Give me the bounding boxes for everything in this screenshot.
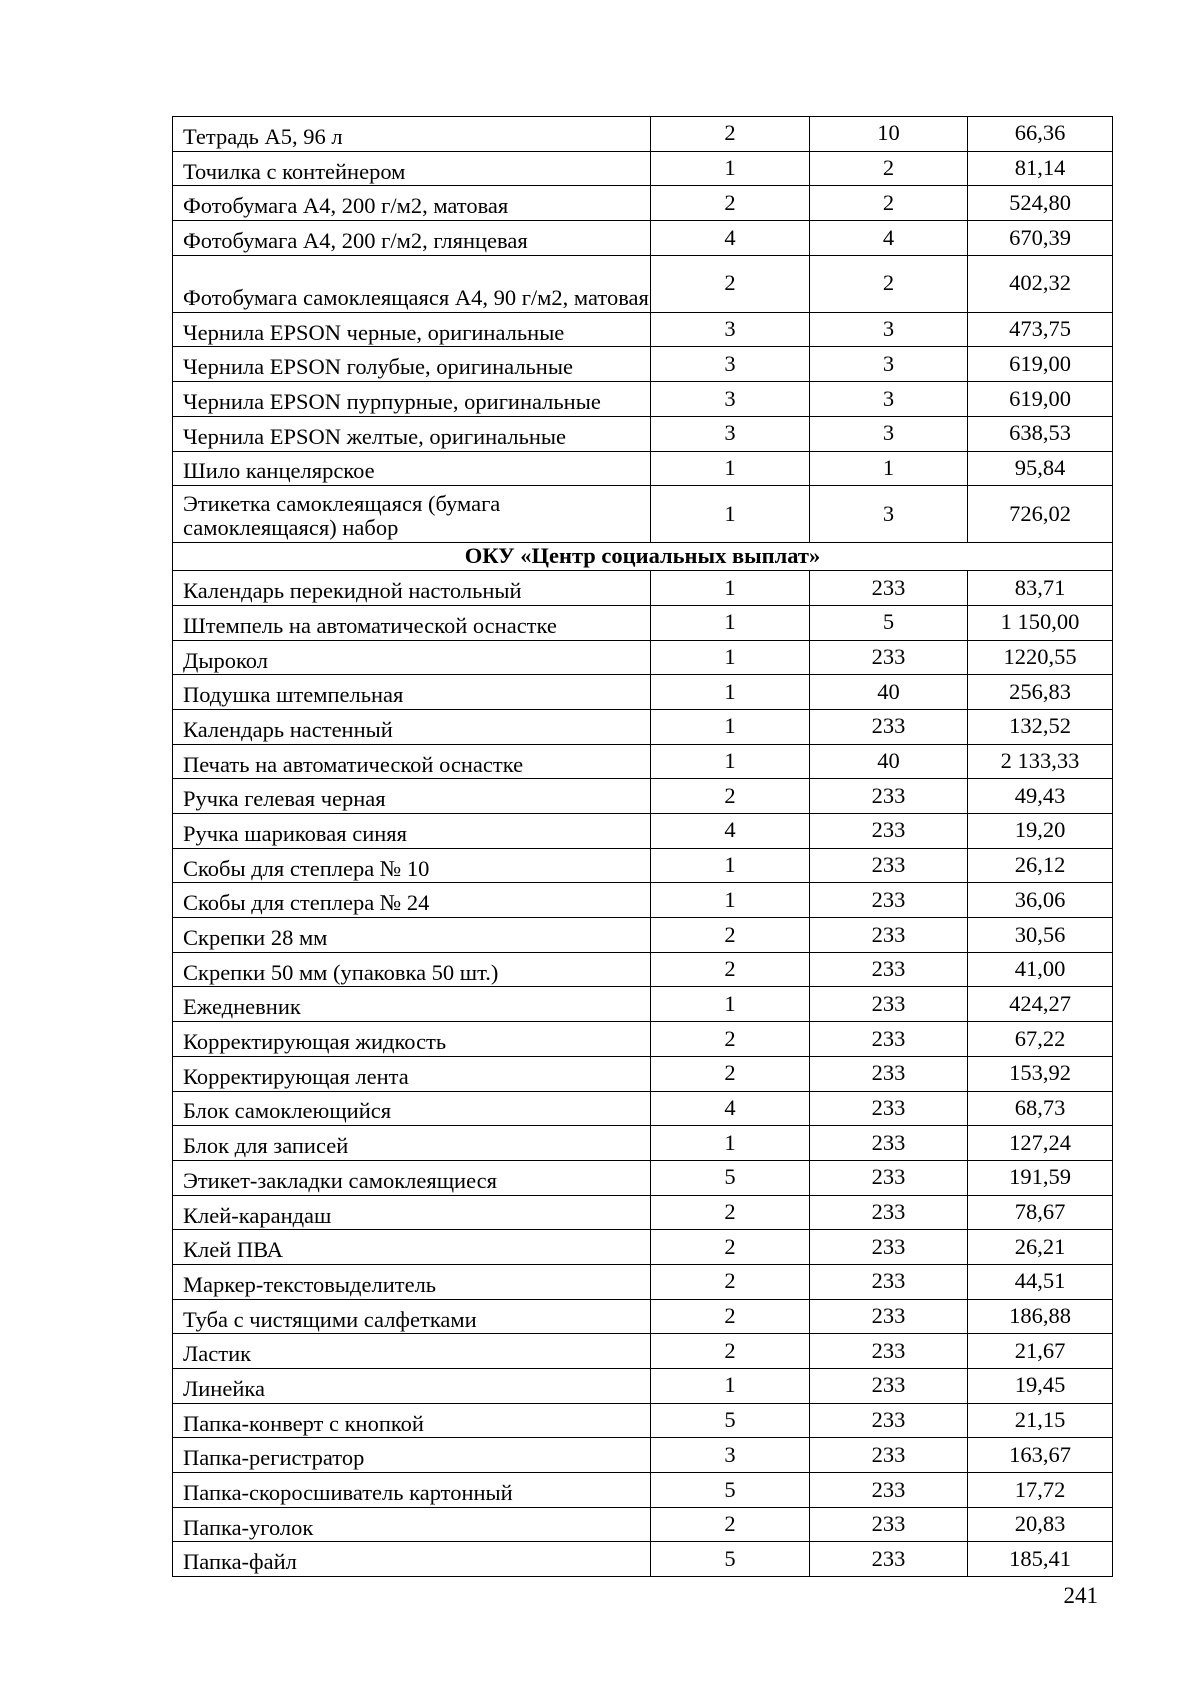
supplies-table <box>172 116 1113 1577</box>
table-row <box>173 1091 1113 1126</box>
item-name-cell: Календарь настенный <box>173 709 651 744</box>
quantity-cell: 2 <box>651 1507 810 1542</box>
item-name-cell: Маркер-текстовыделитель <box>173 1264 651 1299</box>
price-cell: 44,51 <box>968 1264 1113 1299</box>
count-cell: 3 <box>810 416 968 451</box>
quantity-cell: 5 <box>651 1473 810 1508</box>
count-cell: 233 <box>810 640 968 675</box>
item-name-cell: Корректирующая лента <box>173 1056 651 1091</box>
table-row <box>173 1507 1113 1542</box>
count-cell: 233 <box>810 1438 968 1473</box>
quantity-cell: 3 <box>651 347 810 382</box>
quantity-cell: 1 <box>651 848 810 883</box>
quantity-cell: 2 <box>651 1230 810 1265</box>
price-cell: 726,02 <box>968 486 1113 543</box>
quantity-cell: 3 <box>651 416 810 451</box>
quantity-cell: 1 <box>651 640 810 675</box>
count-cell: 2 <box>810 255 968 312</box>
table-row <box>173 744 1113 779</box>
item-name-cell: Корректирующая жидкость <box>173 1022 651 1057</box>
count-cell: 233 <box>810 1264 968 1299</box>
item-name-cell: Блок самоклеющийся <box>173 1091 651 1126</box>
item-name-cell: Ежедневник <box>173 987 651 1022</box>
table-row <box>173 848 1113 883</box>
item-name-cell: Скрепки 28 мм <box>173 918 651 953</box>
price-cell: 153,92 <box>968 1056 1113 1091</box>
quantity-cell: 2 <box>651 1264 810 1299</box>
table-row <box>173 186 1113 221</box>
item-name-cell: Скобы для степлера № 10 <box>173 848 651 883</box>
table-row <box>173 1473 1113 1508</box>
item-name-cell: Папка-файл <box>173 1542 651 1577</box>
item-name-cell: Чернила EPSON желтые, оригинальные <box>173 416 651 451</box>
count-cell: 40 <box>810 675 968 710</box>
count-cell: 233 <box>810 1091 968 1126</box>
item-name-cell: Дырокол <box>173 640 651 675</box>
section-row <box>173 543 1113 571</box>
quantity-cell: 1 <box>651 1126 810 1161</box>
item-name-cell: Папка-конверт с кнопкой <box>173 1403 651 1438</box>
table-row <box>173 151 1113 186</box>
item-name-cell: Фотобумага А4, 200 г/м2, глянцевая <box>173 221 651 256</box>
table-row <box>173 987 1113 1022</box>
table-row <box>173 486 1113 543</box>
count-cell: 233 <box>810 779 968 814</box>
table-row <box>173 1126 1113 1161</box>
table-row <box>173 451 1113 486</box>
count-cell: 40 <box>810 744 968 779</box>
count-cell: 233 <box>810 918 968 953</box>
quantity-cell: 1 <box>651 883 810 918</box>
item-name-cell: Штемпель на автоматической оснастке <box>173 605 651 640</box>
table-row <box>173 779 1113 814</box>
count-cell: 233 <box>810 1334 968 1369</box>
table-row <box>173 709 1113 744</box>
item-name-cell: Папка-уголок <box>173 1507 651 1542</box>
quantity-cell: 1 <box>651 987 810 1022</box>
price-cell: 26,12 <box>968 848 1113 883</box>
item-name-cell: Подушка штемпельная <box>173 675 651 710</box>
price-cell: 83,71 <box>968 571 1113 606</box>
item-name-cell: Фотобумага самоклеящаяся А4, 90 г/м2, матовая <box>173 255 651 312</box>
table-row <box>173 416 1113 451</box>
price-cell: 670,39 <box>968 221 1113 256</box>
count-cell: 233 <box>810 1056 968 1091</box>
quantity-cell: 1 <box>651 486 810 543</box>
count-cell: 3 <box>810 382 968 417</box>
table-row <box>173 640 1113 675</box>
item-name-cell: Точилка с контейнером <box>173 151 651 186</box>
item-name-cell: Календарь перекидной настольный <box>173 571 651 606</box>
count-cell: 2 <box>810 151 968 186</box>
quantity-cell: 1 <box>651 675 810 710</box>
price-cell: 66,36 <box>968 117 1113 152</box>
table-row <box>173 1299 1113 1334</box>
price-cell: 132,52 <box>968 709 1113 744</box>
price-cell: 619,00 <box>968 382 1113 417</box>
table-row <box>173 1160 1113 1195</box>
item-name-cell: Скобы для степлера № 24 <box>173 883 651 918</box>
quantity-cell: 2 <box>651 779 810 814</box>
count-cell: 233 <box>810 1369 968 1404</box>
price-cell: 191,59 <box>968 1160 1113 1195</box>
price-cell: 17,72 <box>968 1473 1113 1508</box>
price-cell: 67,22 <box>968 1022 1113 1057</box>
table-row <box>173 605 1113 640</box>
item-name-cell: Этикет-закладки самоклеящиеся <box>173 1160 651 1195</box>
item-name-cell: Тетрадь А5, 96 л <box>173 117 651 152</box>
quantity-cell: 4 <box>651 1091 810 1126</box>
count-cell: 233 <box>810 883 968 918</box>
price-cell: 95,84 <box>968 451 1113 486</box>
count-cell: 5 <box>810 605 968 640</box>
count-cell: 233 <box>810 1473 968 1508</box>
price-cell: 21,67 <box>968 1334 1113 1369</box>
quantity-cell: 1 <box>651 709 810 744</box>
item-name-cell: Клей ПВА <box>173 1230 651 1265</box>
quantity-cell: 2 <box>651 186 810 221</box>
quantity-cell: 2 <box>651 117 810 152</box>
quantity-cell: 1 <box>651 451 810 486</box>
count-cell: 2 <box>810 186 968 221</box>
price-cell: 26,21 <box>968 1230 1113 1265</box>
price-cell: 19,45 <box>968 1369 1113 1404</box>
item-name-cell: Шило канцелярское <box>173 451 651 486</box>
table-row <box>173 1230 1113 1265</box>
item-name-cell: Ручка шариковая синяя <box>173 814 651 849</box>
item-name-cell: Блок для записей <box>173 1126 651 1161</box>
quantity-cell: 2 <box>651 1299 810 1334</box>
quantity-cell: 2 <box>651 1195 810 1230</box>
table-row <box>173 221 1113 256</box>
price-cell: 19,20 <box>968 814 1113 849</box>
price-cell: 21,15 <box>968 1403 1113 1438</box>
count-cell: 233 <box>810 1160 968 1195</box>
count-cell: 3 <box>810 486 968 543</box>
table-row <box>173 952 1113 987</box>
quantity-cell: 3 <box>651 382 810 417</box>
price-cell: 81,14 <box>968 151 1113 186</box>
count-cell: 233 <box>810 1542 968 1577</box>
price-cell: 186,88 <box>968 1299 1113 1334</box>
count-cell: 10 <box>810 117 968 152</box>
price-cell: 256,83 <box>968 675 1113 710</box>
table-row <box>173 312 1113 347</box>
price-cell: 1 150,00 <box>968 605 1113 640</box>
table-row <box>173 1264 1113 1299</box>
table-row <box>173 255 1113 312</box>
price-cell: 1220,55 <box>968 640 1113 675</box>
item-name-cell: Чернила EPSON голубые, оригинальные <box>173 347 651 382</box>
item-name-cell: Папка-скоросшиватель картонный <box>173 1473 651 1508</box>
table-row <box>173 1369 1113 1404</box>
table-row <box>173 1022 1113 1057</box>
count-cell: 233 <box>810 709 968 744</box>
price-cell: 473,75 <box>968 312 1113 347</box>
item-name-cell: Туба с чистящими салфетками <box>173 1299 651 1334</box>
quantity-cell: 1 <box>651 571 810 606</box>
quantity-cell: 2 <box>651 1334 810 1369</box>
table-row <box>173 1438 1113 1473</box>
table-row <box>173 1542 1113 1577</box>
count-cell: 233 <box>810 814 968 849</box>
item-name-cell: Ластик <box>173 1334 651 1369</box>
price-cell: 402,32 <box>968 255 1113 312</box>
quantity-cell: 4 <box>651 814 810 849</box>
count-cell: 3 <box>810 312 968 347</box>
section-body <box>173 543 1113 571</box>
price-cell: 2 133,33 <box>968 744 1113 779</box>
table-body-after <box>173 571 1113 1577</box>
quantity-cell: 5 <box>651 1542 810 1577</box>
quantity-cell: 3 <box>651 1438 810 1473</box>
count-cell: 4 <box>810 221 968 256</box>
price-cell: 127,24 <box>968 1126 1113 1161</box>
quantity-cell: 3 <box>651 312 810 347</box>
quantity-cell: 2 <box>651 1022 810 1057</box>
count-cell: 233 <box>810 1403 968 1438</box>
quantity-cell: 2 <box>651 952 810 987</box>
count-cell: 233 <box>810 1507 968 1542</box>
quantity-cell: 2 <box>651 255 810 312</box>
quantity-cell: 2 <box>651 1056 810 1091</box>
price-cell: 30,56 <box>968 918 1113 953</box>
table-body-before <box>173 117 1113 543</box>
quantity-cell: 2 <box>651 918 810 953</box>
price-cell: 20,83 <box>968 1507 1113 1542</box>
price-cell: 49,43 <box>968 779 1113 814</box>
count-cell: 233 <box>810 848 968 883</box>
count-cell: 233 <box>810 952 968 987</box>
quantity-cell: 1 <box>651 744 810 779</box>
table-row <box>173 571 1113 606</box>
table-row <box>173 883 1113 918</box>
count-cell: 233 <box>810 1230 968 1265</box>
quantity-cell: 5 <box>651 1160 810 1195</box>
table-row <box>173 1334 1113 1369</box>
item-name-cell: Ручка гелевая черная <box>173 779 651 814</box>
quantity-cell: 5 <box>651 1403 810 1438</box>
table-row <box>173 347 1113 382</box>
item-name-cell: Чернила EPSON черные, оригинальные <box>173 312 651 347</box>
quantity-cell: 1 <box>651 151 810 186</box>
item-name-cell: Чернила EPSON пурпурные, оригинальные <box>173 382 651 417</box>
price-cell: 163,67 <box>968 1438 1113 1473</box>
item-name-cell: Папка-регистратор <box>173 1438 651 1473</box>
table-row <box>173 1195 1113 1230</box>
quantity-cell: 1 <box>651 1369 810 1404</box>
price-cell: 78,67 <box>968 1195 1113 1230</box>
quantity-cell: 4 <box>651 221 810 256</box>
item-name-cell: Фотобумага А4, 200 г/м2, матовая <box>173 186 651 221</box>
table-row <box>173 382 1113 417</box>
item-name-cell: Печать на автоматической оснастке <box>173 744 651 779</box>
count-cell: 233 <box>810 1126 968 1161</box>
table-row <box>173 918 1113 953</box>
item-name-cell: Скрепки 50 мм (упаковка 50 шт.) <box>173 952 651 987</box>
item-name-cell: Клей-карандаш <box>173 1195 651 1230</box>
price-cell: 424,27 <box>968 987 1113 1022</box>
count-cell: 233 <box>810 1299 968 1334</box>
price-cell: 638,53 <box>968 416 1113 451</box>
count-cell: 233 <box>810 1022 968 1057</box>
quantity-cell: 1 <box>651 605 810 640</box>
count-cell: 233 <box>810 987 968 1022</box>
price-cell: 68,73 <box>968 1091 1113 1126</box>
section-header: ОКУ «Центр социальных выплат» <box>173 543 1113 571</box>
table-row <box>173 117 1113 152</box>
count-cell: 233 <box>810 1195 968 1230</box>
count-cell: 1 <box>810 451 968 486</box>
price-cell: 524,80 <box>968 186 1113 221</box>
item-name-cell: Этикетка самоклеящаяся (бумага самоклеящаяся) набор <box>173 486 651 543</box>
price-cell: 41,00 <box>968 952 1113 987</box>
table-row <box>173 675 1113 710</box>
price-cell: 185,41 <box>968 1542 1113 1577</box>
price-cell: 36,06 <box>968 883 1113 918</box>
table-row <box>173 1056 1113 1091</box>
page-number: 241 <box>1063 1583 1098 1608</box>
item-name-cell: Линейка <box>173 1369 651 1404</box>
table-row <box>173 1403 1113 1438</box>
table-row <box>173 814 1113 849</box>
count-cell: 3 <box>810 347 968 382</box>
price-cell: 619,00 <box>968 347 1113 382</box>
count-cell: 233 <box>810 571 968 606</box>
